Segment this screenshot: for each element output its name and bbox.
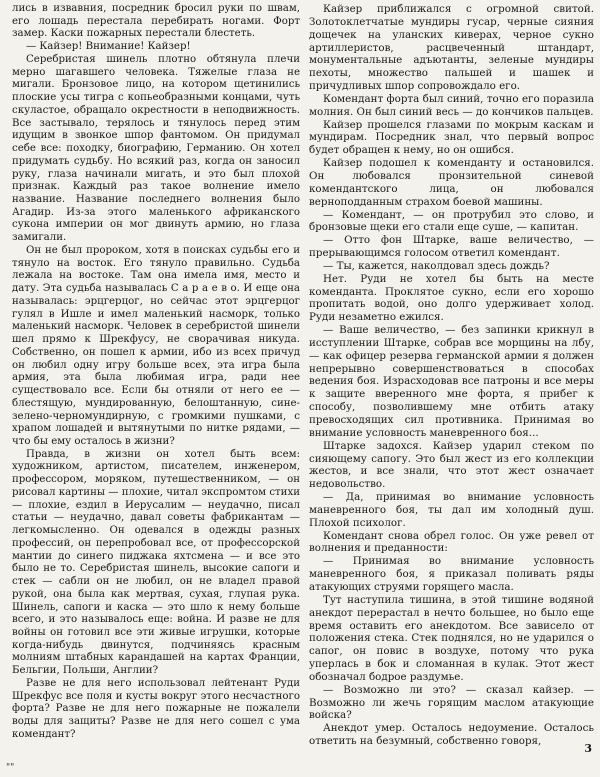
paragraph: — Возможно ли это? — сказал кайзер. — Возможно ли жечь горящим маслом атакующие войска? [309, 683, 594, 722]
paragraph: — Ваше величество, — без запинки крикнул в исступлении Штарке, собрав все морщины на лбу, — как офицер резерва германской армии я должен непрерывно совершенствоваться в способах ведения боя. Израсходовав все патроны и все меры к защите вверенного мне форта, я прибег к способу, позволившему мне отбить атаку превосходящих сил противника. Принимая во внимание условность маневренного боя... [309, 324, 594, 439]
paragraph: Анекдот умер. Осталось недоумение. Осталось ответить на безумный, собственно говоря, [309, 722, 594, 748]
paragraph: — Да, принимая во внимание условность маневренного боя, ты дал им холодный душ. Плохой психолог. [309, 491, 594, 529]
right-column [309, 3, 594, 748]
paragraph: — Принимая во внимание условность маневренного боя, я приказал поливать ряды атакующих струями горящего масла. [309, 555, 594, 593]
left-column [12, 3, 300, 742]
paragraph: Кайзер подошел к коменданту и остановился. Он любовался пронзительной синевой комендантского лица, он любовался верноподданным страхом боевой машины. [309, 157, 594, 208]
paragraph: Тут наступила тишина, в этой тишине водяной анекдот перерастал в нечто большее, но было еще время оставить его анекдотом. Все зависело от положения стека. Стек поднялся, но не ударился о сапог, он повис в воздухе, потому что рука уперлась в бок и сломанная в кулак. Этот жест обозначал бодрое раздумье. [309, 593, 594, 683]
page-mark: "" [6, 763, 15, 773]
paragraph: Кайзер прошелся глазами по мокрым каскам и мундирам. Посредник знал, что первый вопрос будет обращен к нему, но он ошибся. [309, 118, 594, 157]
paragraph: — Кайзер! Внимание! Кайзер! [26, 41, 191, 53]
paragraph: — Ты, кажется, наколдовал здесь дождь? [323, 259, 550, 272]
page-number: 3 [584, 742, 592, 755]
paragraph: — Комендант, — он протрубил это слово, и бронзовые щеки его стали еще суше, — капитан. [309, 208, 594, 234]
paragraph: лись в извавния, посредник бросил руки по швам, его лошадь перестала перебирать ногами. Форт замер. Каски пожарных перестали блестеть. [12, 3, 300, 40]
paragraph: Он не был пророком, хотя в поисках судьбы его и тянуло на восток. Его тянуло правильно. Судьба лежала на востоке. Там она имела имя, место и дату. Эта судьба называлась С а р а е в о. И еще она называлась: эрцгерцог, но сейчас этот эрцгерцог гулял в Ишле и имел маленький насморк, только маленький насморк. Человек в серебристой шинели шел прямо к Шрекфусу, не сворачивая никуда. Собственно, он пошел к армии, ибо из всех причуд он любил одну игру больше всех, эта игра была армия, эта была любимая игра, ради нее существовало все. Если бы отняли от него ее — блестящую, мундированную, белоштанную, сине-зелено-черномундирную, с громкими пушками, с храпом лошадей и вытянутыми по нитке рядами, — что бы ему осталось в жизни? [12, 244, 300, 447]
paragraph: Комендант форта был синий, точно его поразила молния. Он был синий весь — до кончиков пальцев. [309, 92, 594, 118]
paragraph: Правда, в жизни он хотел быть всем: художником, артистом, писателем, инженером, профессором, моряком, путешественником, — он рисовал картины — плохие, читал экспромтом стихи — плохие, ездил в Иерусалим — неудачно, писал статьи — неудачно, давал советы фабрикантам — легкомысленно. Он одевался в одежды разных профессий, он перепробовал все, от профессорской мантии до синего пиджака яхтсмена — и все это было не то. Серебристая шинель, высокие сапоги и стек — сабли он не любил, он не владел правой рукой, она была как мертвая, сухая, глупая рука. Шинель, сапоги и каска — это шло к нему больше всего, и это называлось еще: война. И разве не для войны он готовил все эти живые игрушки, которые когда-нибудь двинутся, подчиняясь красным молниям штабных карандашей на картах Франции, Бельгии, Польши, Англии? [12, 448, 300, 677]
paragraph: Нет. Руди не хотел бы быть на месте коменданта. Проклятое сукно, если его хорошо пропитать водой, оно долго удерживает холод. Руди незаметно ежился. [309, 272, 594, 324]
paragraph: Разве не для него использовал лейтенант Руди Шрекфус все поля и кусты вокруг этого несчастного форта? Разве не для него пожарные не пожалели воды для защиты? Разве не для него сошел с ума комендант? [12, 677, 300, 740]
paragraph: Комендант снова обрел голос. Он уже ревел от волнения и преданности: [309, 529, 594, 555]
paragraph: Кайзер приближался с огромной свитой. Золотоклетчатые мундиры гусар, черные сияния дощечек на уланских киверах, черное сукно артиллеристов, расцвеченный штандарт, монументальные адъютанты, зеленые мундиры пехоты, множество пальшей и шашек и причудливых шпор сопровождало его. [309, 3, 594, 93]
paragraph: Штарке задохся. Кайзер ударил стеком по сияющему сапогу. Это был жест из его коллекции жестов, и все знали, что этот жест означает недовольство. [309, 439, 594, 491]
paragraph: — Отто фон Штарке, ваше величество, — прерывающимся голосом ответил комендант. [309, 234, 594, 260]
paragraph: Серебристая шинель плотно обтянула плечи мерно шагавшего человека. Тяжелые глаза не мигали. Бронзовое лицо, на котором щетинились плоские усы тигра с копьеобразными концами, чуть скуластое, обращало окрестности в неподвижность. Все застывало, терялось и тянулось перед этим идущим в звонкое шпор фантомом. Он придумал себе все: походку, биографию, Германию. Он хотел придумать судьбу. Но всякий раз, когда он заносил руку, глаза начинали мигать, и это был плохой признак. Каждый раз такое волнение имело название. Название последнего волнения было Агадир. Из-за этого маленького африканского сукона империи он мог двинуть армию, но глаза замигали. [12, 53, 300, 244]
